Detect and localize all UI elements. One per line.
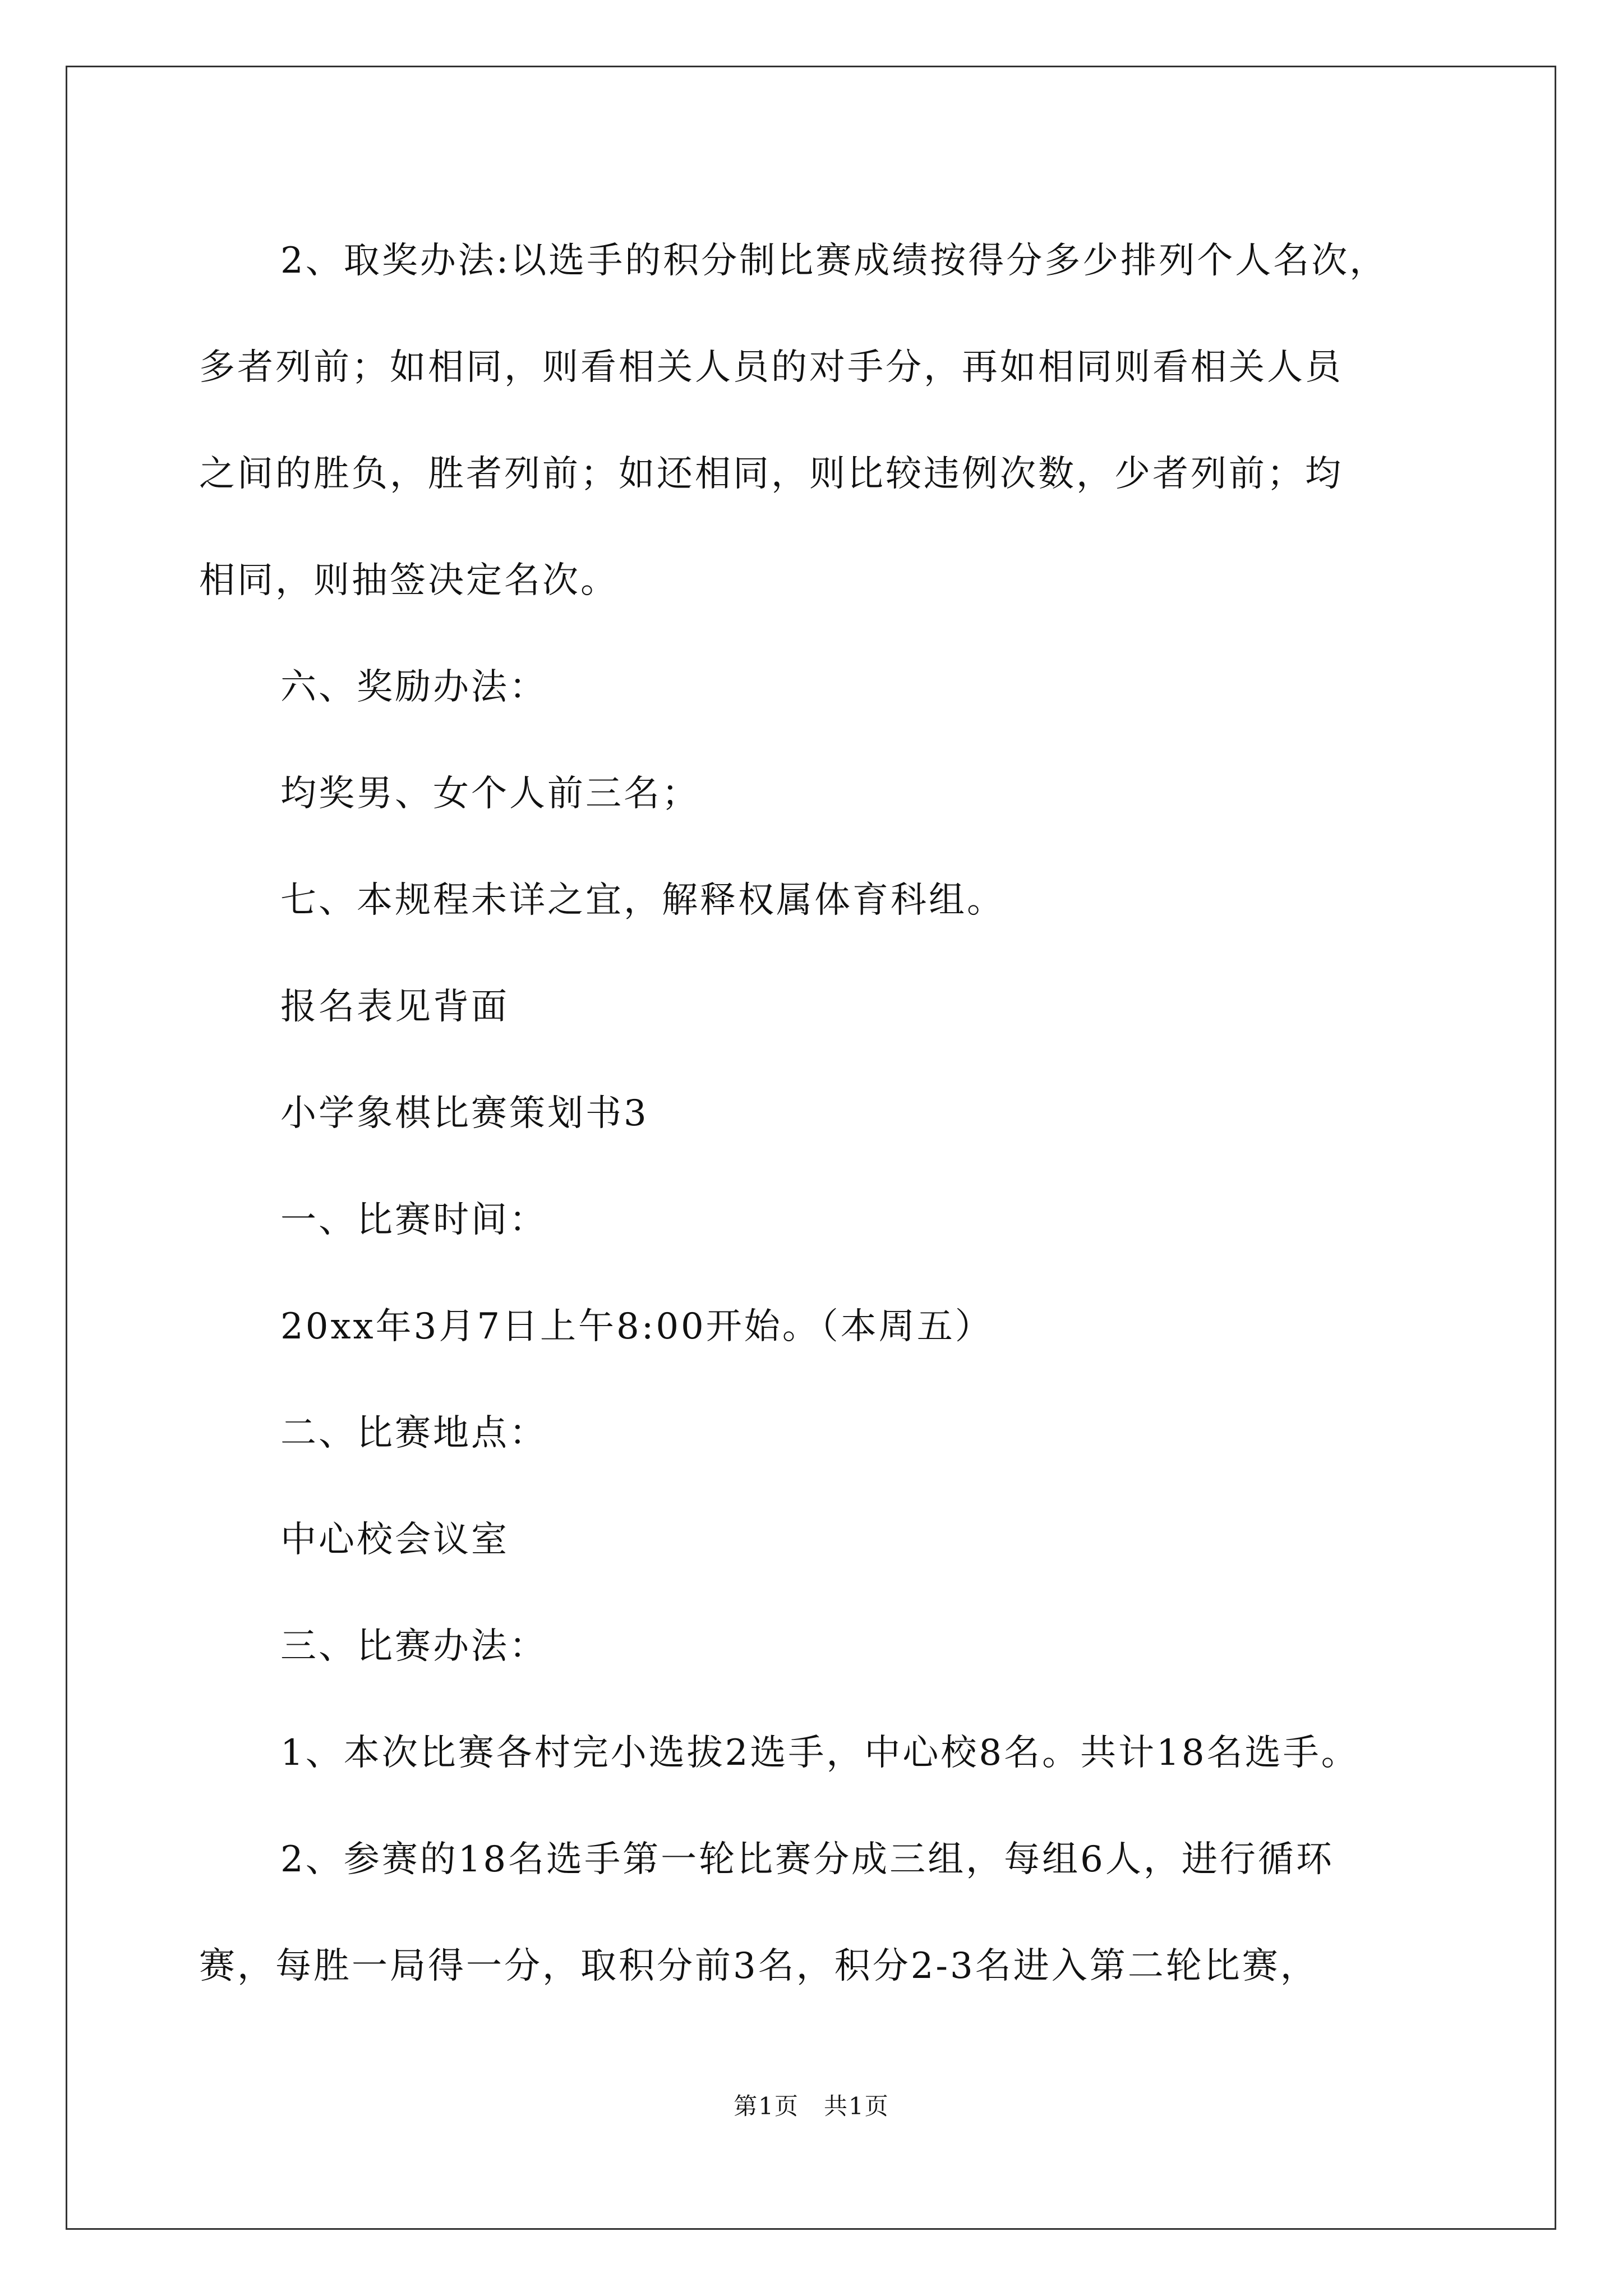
paragraph-line: 相同，则抽签决定名次。 <box>199 560 619 601</box>
paragraph-line: 20xx年3月7日上午8:00开始。（本周五） <box>280 1306 993 1347</box>
paragraph-line: 均奖男、女个人前三名； <box>280 773 700 815</box>
page-footer: 第1页 共1页 <box>734 2092 889 2120</box>
paragraph-line: 中心校会议室 <box>280 1519 509 1561</box>
section-heading: 七、本规程未详之宜，解释权属体育科组。 <box>280 880 1005 921</box>
paragraph-line: 报名表见背面 <box>280 986 509 1028</box>
section-heading: 一、比赛时间： <box>280 1199 547 1241</box>
paragraph-line: 2、取奖办法:以选手的积分制比赛成绩按得分多少排列个人名次， <box>280 240 1388 282</box>
document-title: 小学象棋比赛策划书3 <box>280 1093 649 1134</box>
section-heading: 二、比赛地点： <box>280 1412 547 1454</box>
paragraph-line: 之间的胜负，胜者列前；如还相同，则比较违例次数，少者列前；均 <box>199 453 1343 495</box>
paragraph-line: 1、本次比赛各村完小选拔2选手，中心校8名。共计18名选手。 <box>280 1732 1359 1774</box>
paragraph-line: 2、参赛的18名选手第一轮比赛分成三组，每组6人，进行循环 <box>280 1839 1334 1880</box>
paragraph-line: 赛，每胜一局得一分，取积分前3名，积分2-3名进入第二轮比赛， <box>199 1945 1318 1987</box>
document-body <box>199 208 1478 2019</box>
paragraph-line: 多者列前；如相同，则看相关人员的对手分，再如相同则看相关人员 <box>199 347 1343 388</box>
section-heading: 六、奖励办法： <box>280 666 547 708</box>
section-heading: 三、比赛办法： <box>280 1626 547 1667</box>
